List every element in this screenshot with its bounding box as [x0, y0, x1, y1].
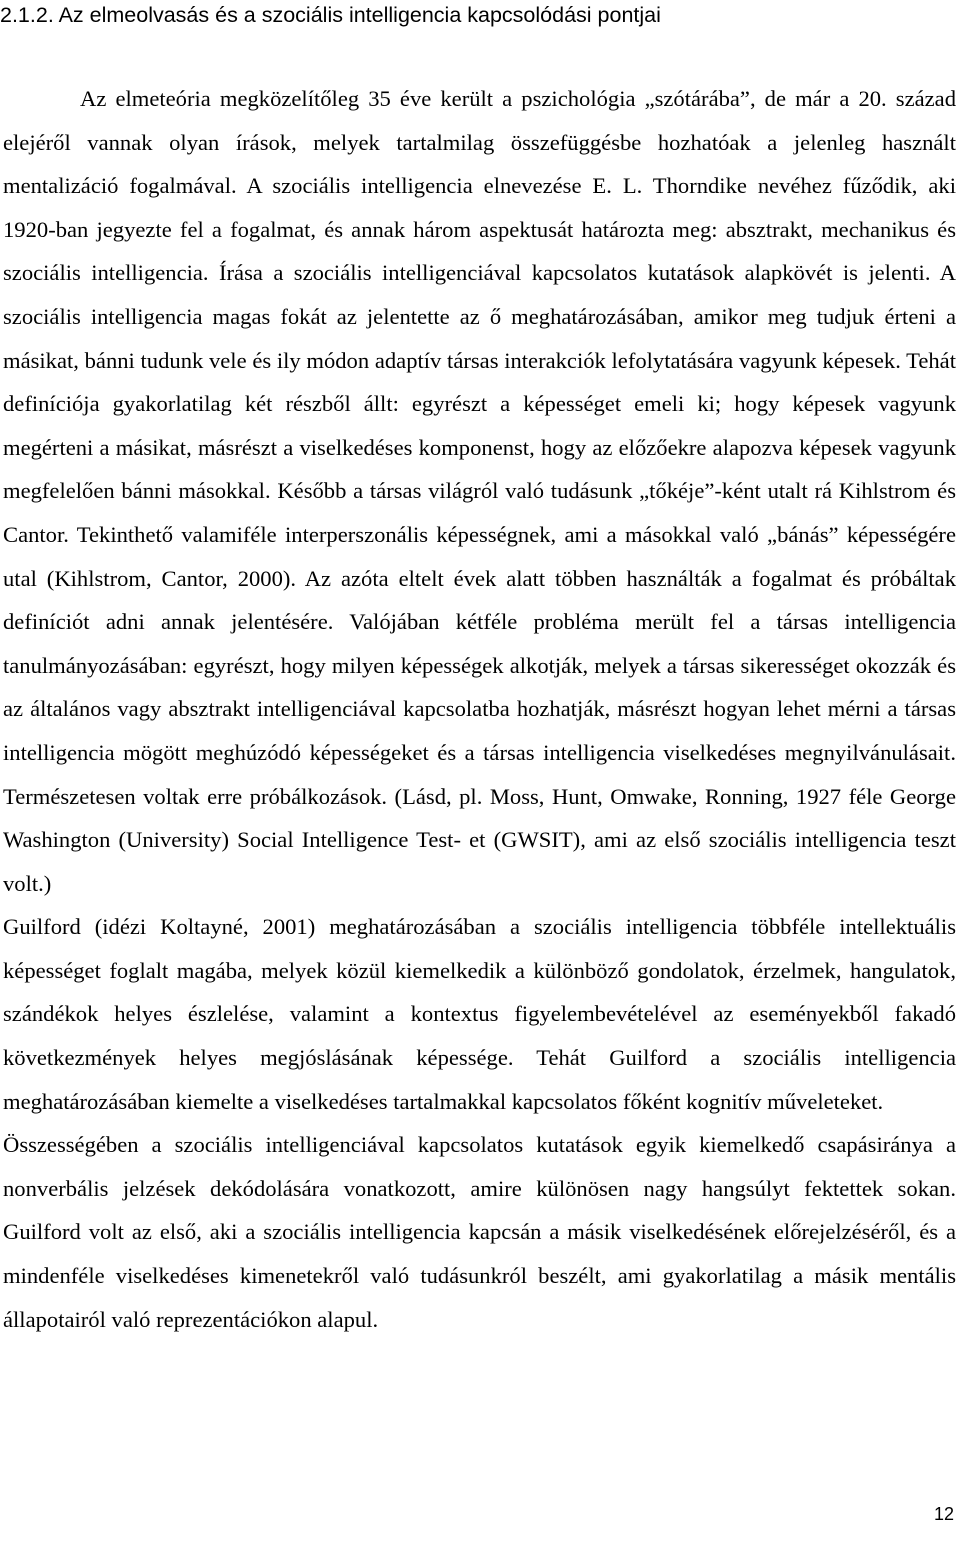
- paragraph-2: Guilford (idézi Koltayné, 2001) meghatározásában a szociális intelligencia többféle intellektuális képességet foglalt magába, melyek közül kiemelkedik a különböző gondolatok, érzelmek, hangulatok, szándékok helyes észlelése, valamint a kontextus figyelembevételével az eseményekből fakadó következmények helyes megjóslásának képessége. Tehát Guilford a szociális intelligencia meghatározásában kiemelte a viselkedéses tartalmakkal kapcsolatos főként kognitív műveleteket.: [3, 914, 956, 1114]
- paragraph-1: Az elmeteória megközelítőleg 35 éve került a pszichológia „szótárába”, de már a 20. század elejéről vannak olyan írások, melyek tartalmilag összefüggésbe hozhatóak a jelenleg használt mentalizáció fogalmával. A szociális intelligencia elnevezése E. L. Thorndike nevéhez fűződik, aki 1920-ban jegyezte fel a fogalmat, és annak három aspektusát határozta meg: absztrakt, mechanikus és szociális intelligencia. Írása a szociális intelligenciával kapcsolatos kutatások alapkövét is jelenti. A szociális intelligencia magas fokát az jelentette az ő meghatározásában, amikor meg tudjuk érteni a másikat, bánni tudunk vele és ily módon adaptív társas interakciók lefolytatására vagyunk képesek. Tehát definíciója gyakorlatilag két részből állt: egyrészt a képességet emeli ki; hogy képesek vagyunk megérteni a másikat, másrészt a viselkedéses komponenst, hogy az előzőekre alapozva képesek vagyunk megfelelően bánni másokkal. Később a társas világról való tudásunk „tőkéje”-ként utalt rá Kihlstrom és Cantor. Tekinthető valamiféle interperszonális képességnek, ami a másokkal való „bánás” képességére utal (Kihlstrom, Cantor, 2000). Az azóta eltelt évek alatt többen használták a fogalmat és próbáltak definíciót adni annak jelentésére. Valójában kétféle probléma merült fel a társas intelligencia tanulmányozásában: egyrészt, hogy milyen képességek alkotják, melyek a társas sikerességet okozzák és az általános vagy absztrakt intelligenciával kapcsolatba hozhatják, másrészt hogyan lehet mérni a társas intelligencia mögött meghúzódó képességeket és a társas intelligencia viselkedéses megnyilvánulásait. Természetesen voltak erre próbálkozások. (Lásd, pl. Moss, Hunt, Omwake, Ronning, 1927 féle George Washington (University) Social Intelligence Test- et (GWSIT), ami az első szociális intelligencia teszt volt.): [3, 86, 956, 896]
- paragraph-3: Összességében a szociális intelligenciával kapcsolatos kutatások egyik kiemelkedő csapásiránya a nonverbális jelzések dekódolására vonatkozott, amire különösen nagy hangsúlyt fektettek sokan. Guilford volt az első, aki a szociális intelligencia kapcsán a másik viselkedésének előrejelzéséről, és a mindenféle viselkedéses kimenetekről való tudásunkról beszélt, ami gyakorlatilag a másik mentális állapotairól való reprezentációkon alapul.: [3, 1132, 956, 1332]
- body-text: [3, 77, 956, 1341]
- page-number: 12: [933, 1504, 954, 1524]
- section-heading: 2.1.2. Az elmeolvasás és a szociális intelligencia kapcsolódási pontjai: [0, 3, 661, 27]
